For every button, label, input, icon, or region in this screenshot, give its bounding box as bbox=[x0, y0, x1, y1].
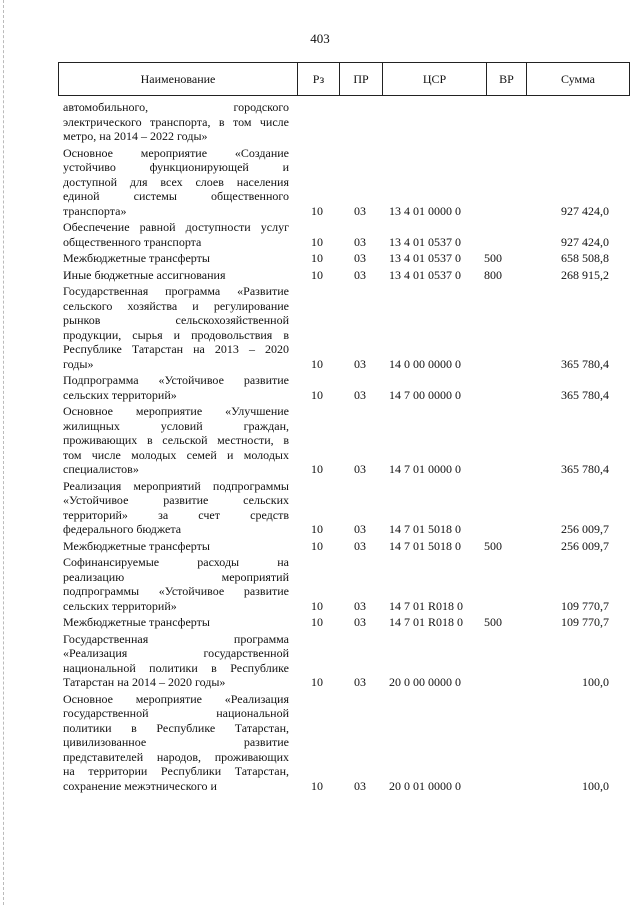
table-row bbox=[0, 251, 640, 266]
row-name-line: цивилизованное развитие bbox=[63, 735, 289, 749]
row-name-line: Государственная программа «Развитие bbox=[63, 284, 289, 298]
row-name bbox=[63, 220, 289, 249]
table-body bbox=[0, 100, 640, 795]
cell-sum: 256 009,7 bbox=[561, 538, 609, 553]
cell-pr: 03 bbox=[354, 522, 366, 536]
table-row bbox=[0, 404, 640, 477]
row-name bbox=[63, 404, 289, 477]
cell-pr: 03 bbox=[354, 234, 366, 249]
row-name bbox=[63, 251, 289, 266]
table-row bbox=[0, 539, 640, 554]
row-name bbox=[63, 539, 289, 554]
row-name-line: подпрограммы «Устойчивое развитие bbox=[63, 584, 289, 598]
table-row bbox=[0, 632, 640, 690]
table-row bbox=[0, 692, 640, 794]
row-name bbox=[63, 555, 289, 613]
table-header bbox=[58, 62, 630, 96]
row-name bbox=[63, 146, 289, 219]
row-name-line: федерального бюджета bbox=[63, 522, 182, 536]
row-name-line: общественного транспорта bbox=[63, 234, 202, 249]
row-name-line: Основное мероприятие «Реализация bbox=[63, 691, 289, 706]
cell-csr: 20 0 01 0000 0 bbox=[389, 778, 461, 793]
cell-sum: 100,0 bbox=[582, 675, 609, 689]
row-name-line: территорий» за счет средств bbox=[63, 507, 289, 522]
row-name bbox=[63, 692, 289, 794]
row-name-line: на территории Республики Татарстан, bbox=[63, 764, 289, 778]
row-name-line: устойчиво функционирующей и bbox=[63, 160, 289, 174]
cell-rz: 10 bbox=[311, 356, 323, 371]
cell-vr: 500 bbox=[484, 538, 502, 553]
cell-csr: 13 4 01 0537 0 bbox=[389, 267, 461, 282]
cell-csr: 14 7 01 R018 0 bbox=[389, 598, 464, 613]
cell-sum: 109 770,7 bbox=[561, 615, 609, 629]
cell-vr: 500 bbox=[484, 615, 502, 629]
row-name-line: единой системы общественного bbox=[63, 189, 289, 203]
row-name-line: доступной для всех слоев населения bbox=[63, 174, 289, 189]
cell-sum: 109 770,7 bbox=[561, 598, 609, 613]
header-sum: Сумма bbox=[561, 71, 595, 86]
cell-csr: 14 7 01 R018 0 bbox=[389, 615, 464, 629]
row-name-line: «Устойчивое развитие сельских bbox=[63, 493, 289, 507]
cell-sum: 365 780,4 bbox=[561, 462, 609, 476]
cell-csr: 14 7 01 5018 0 bbox=[389, 538, 461, 553]
row-name-line: электрического транспорта, в том числе bbox=[63, 114, 289, 129]
row-name-line: Республике Татарстан на 2013 – 2020 bbox=[63, 342, 289, 356]
table-row bbox=[0, 615, 640, 630]
table-row bbox=[0, 284, 640, 371]
cell-sum: 365 780,4 bbox=[561, 387, 609, 402]
row-name-line: Межбюджетные трансферты bbox=[63, 538, 210, 553]
cell-pr: 03 bbox=[354, 251, 366, 265]
cell-sum: 927 424,0 bbox=[561, 203, 609, 218]
cell-pr: 03 bbox=[354, 267, 366, 282]
cell-pr: 03 bbox=[354, 598, 366, 613]
row-name-line: представителей народов, проживающих bbox=[63, 749, 289, 764]
cell-rz: 10 bbox=[311, 778, 323, 793]
row-name-line: том числе молодых семей и молодых bbox=[63, 447, 289, 462]
row-name bbox=[63, 268, 289, 283]
row-name-line: сохранение межэтнического и bbox=[63, 778, 217, 793]
row-name bbox=[63, 479, 289, 537]
row-name bbox=[63, 284, 289, 371]
cell-sum: 658 508,8 bbox=[561, 251, 609, 265]
row-name-line: транспорта» bbox=[63, 203, 127, 218]
row-name-line: национальной политики в Республике bbox=[63, 660, 289, 675]
cell-csr: 14 7 01 5018 0 bbox=[389, 522, 461, 536]
row-name-line: государственной национальной bbox=[63, 706, 289, 720]
cell-rz: 10 bbox=[311, 615, 323, 629]
row-name-line: Подпрограмма «Устойчивое развитие bbox=[63, 373, 289, 387]
row-name-line: специалистов» bbox=[63, 462, 139, 476]
header-pr: ПР bbox=[340, 63, 383, 95]
cell-pr: 03 bbox=[354, 462, 366, 476]
cell-vr: 500 bbox=[484, 251, 502, 265]
row-name-line: реализацию мероприятий bbox=[63, 569, 289, 584]
cell-rz: 10 bbox=[311, 538, 323, 553]
row-name-line: продукции, сырья и продовольствия в bbox=[63, 327, 289, 342]
table-row bbox=[0, 479, 640, 537]
row-name bbox=[63, 100, 289, 144]
cell-rz: 10 bbox=[311, 234, 323, 249]
row-name bbox=[63, 373, 289, 402]
row-name-line: Реализация мероприятий подпрограммы bbox=[63, 478, 289, 493]
row-name-line: сельских территорий» bbox=[63, 387, 177, 402]
table-row bbox=[0, 220, 640, 249]
table-row bbox=[0, 100, 640, 144]
row-name-line: политики в Республике Татарстан, bbox=[63, 720, 289, 735]
row-name-line: Основное мероприятие «Создание bbox=[63, 145, 289, 160]
row-name-line: сельского хозяйства и регулирование bbox=[63, 298, 289, 313]
cell-pr: 03 bbox=[354, 538, 366, 553]
cell-rz: 10 bbox=[311, 598, 323, 613]
header-vr: ВР bbox=[487, 63, 527, 95]
row-name-line: Татарстан на 2014 – 2020 годы» bbox=[63, 675, 226, 689]
cell-sum: 268 915,2 bbox=[561, 267, 609, 282]
cell-pr: 03 bbox=[354, 203, 366, 218]
cell-pr: 03 bbox=[354, 675, 366, 689]
row-name-line: рынков сельскохозяйственной bbox=[63, 313, 289, 327]
page-number: 403 bbox=[310, 31, 330, 46]
row-name-line: Основное мероприятие «Улучшение bbox=[63, 404, 289, 418]
row-name-line: «Реализация государственной bbox=[63, 646, 289, 660]
cell-rz: 10 bbox=[311, 387, 323, 402]
cell-csr: 20 0 00 0000 0 bbox=[389, 675, 461, 689]
cell-sum: 256 009,7 bbox=[561, 522, 609, 536]
cell-sum: 100,0 bbox=[582, 778, 609, 793]
header-name: Наименование bbox=[59, 63, 298, 95]
row-name-line: сельских территорий» bbox=[63, 598, 177, 613]
cell-rz: 10 bbox=[311, 251, 323, 265]
row-name bbox=[63, 615, 289, 630]
cell-sum: 927 424,0 bbox=[561, 234, 609, 249]
cell-vr: 800 bbox=[484, 267, 502, 282]
row-name-line: жилищных условий граждан, bbox=[63, 418, 289, 433]
row-name-line: Обеспечение равной доступности услуг bbox=[63, 220, 289, 234]
table-row bbox=[0, 555, 640, 613]
cell-rz: 10 bbox=[311, 522, 323, 536]
table-row bbox=[0, 268, 640, 283]
row-name-line: Межбюджетные трансферты bbox=[63, 615, 210, 629]
cell-pr: 03 bbox=[354, 387, 366, 402]
cell-csr: 13 4 01 0537 0 bbox=[389, 234, 461, 249]
row-name-line: автомобильного, городского bbox=[63, 100, 289, 114]
cell-rz: 10 bbox=[311, 267, 323, 282]
cell-csr: 13 4 01 0000 0 bbox=[389, 203, 461, 218]
row-name-line: проживающих в сельской местности, в bbox=[63, 433, 289, 447]
row-name-line: Межбюджетные трансферты bbox=[63, 251, 210, 265]
header-rz: Рз bbox=[298, 63, 340, 95]
cell-pr: 03 bbox=[354, 778, 366, 793]
table-row bbox=[0, 373, 640, 402]
cell-rz: 10 bbox=[311, 462, 323, 476]
row-name-line: годы» bbox=[63, 356, 94, 371]
row-name-line: Иные бюджетные ассигнования bbox=[63, 267, 226, 282]
cell-rz: 10 bbox=[311, 203, 323, 218]
row-name bbox=[63, 632, 289, 690]
cell-pr: 03 bbox=[354, 615, 366, 629]
cell-csr: 14 7 00 0000 0 bbox=[389, 387, 461, 402]
row-name-line: Государственная программа bbox=[63, 631, 289, 646]
table-row bbox=[0, 146, 640, 219]
row-name-line: метро, на 2014 – 2022 годы» bbox=[63, 129, 208, 143]
cell-rz: 10 bbox=[311, 675, 323, 689]
cell-csr: 14 7 01 0000 0 bbox=[389, 462, 461, 476]
cell-csr: 14 0 00 0000 0 bbox=[389, 356, 461, 371]
row-name-line: Софинансируемые расходы на bbox=[63, 555, 289, 569]
header-csr: ЦСР bbox=[383, 63, 487, 95]
cell-csr: 13 4 01 0537 0 bbox=[389, 251, 461, 265]
cell-pr: 03 bbox=[354, 356, 366, 371]
cell-sum: 365 780,4 bbox=[561, 356, 609, 371]
